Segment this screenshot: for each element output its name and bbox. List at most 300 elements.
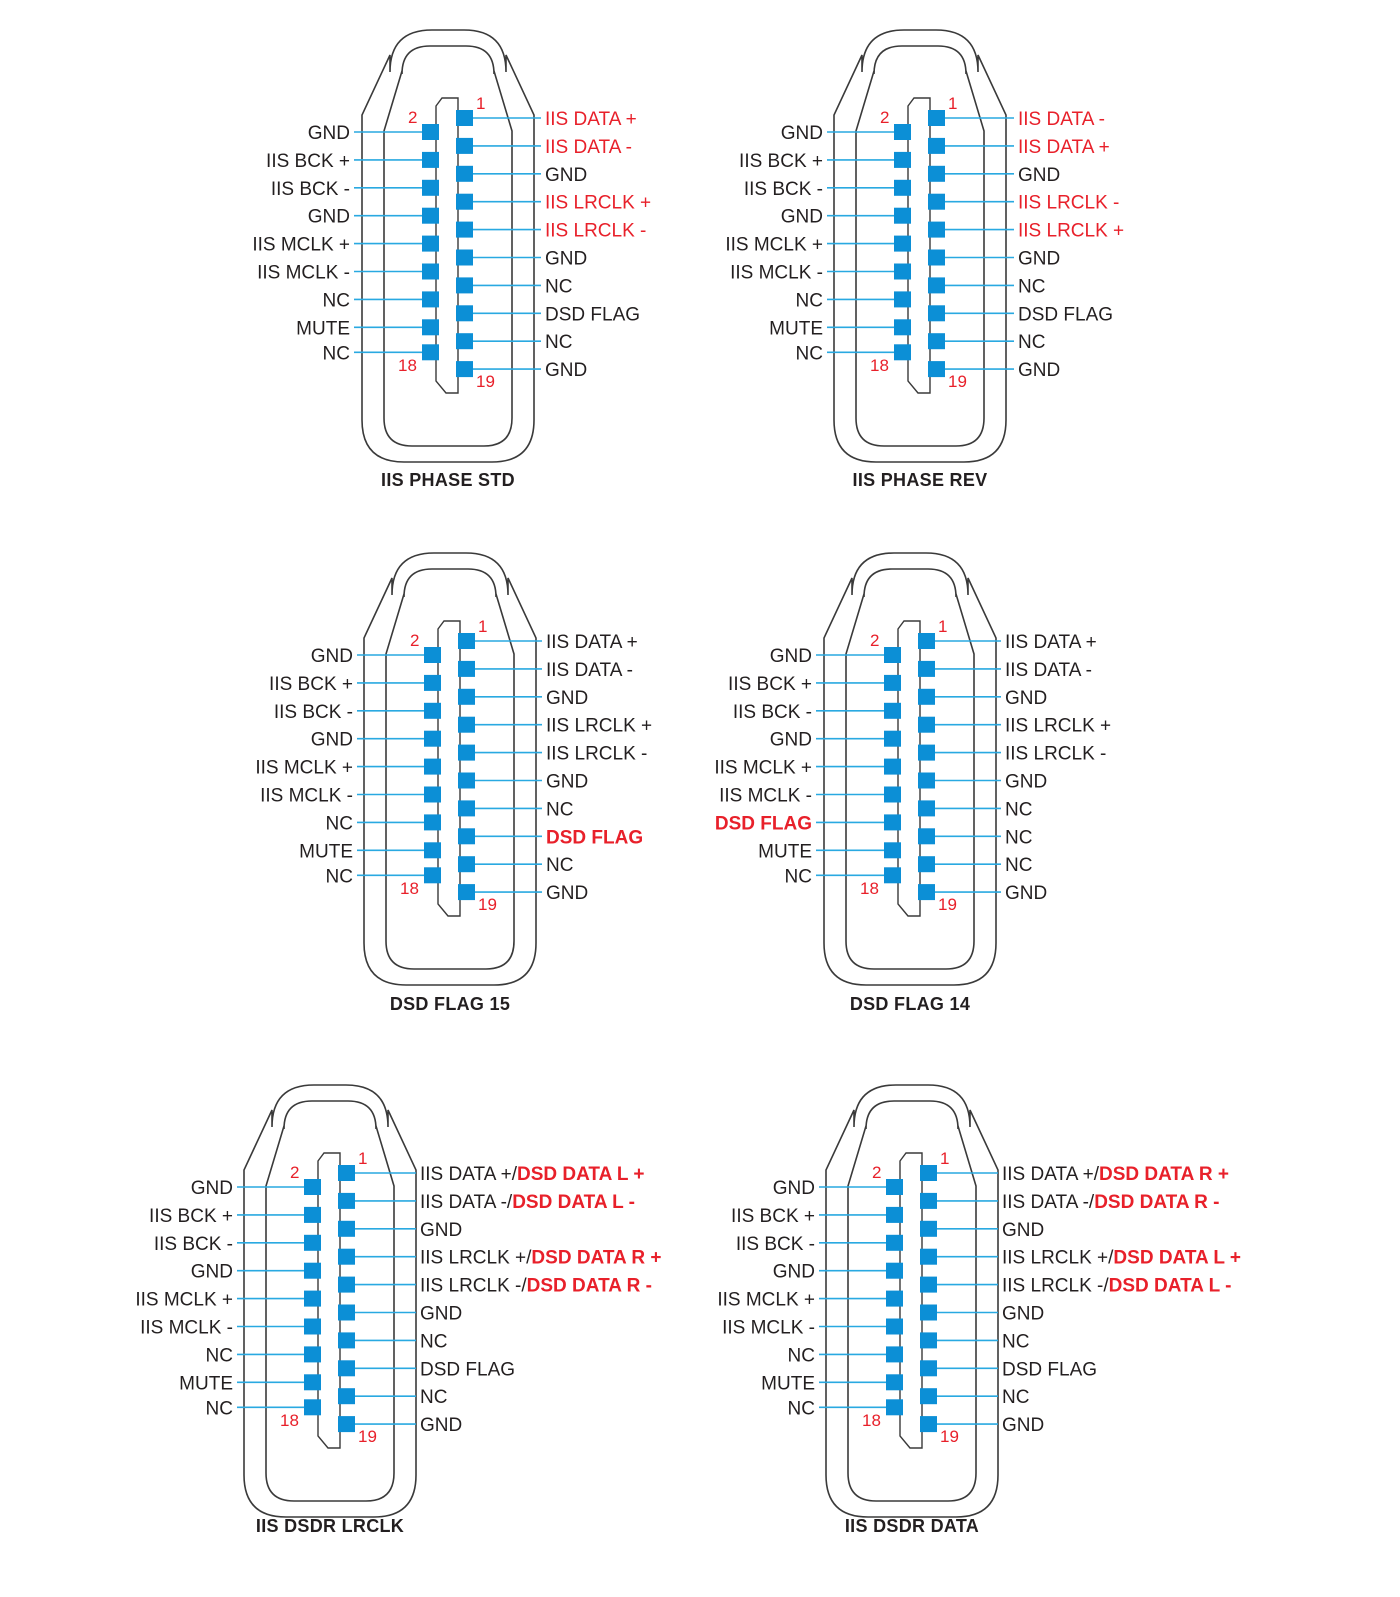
connector-caption: IIS DSDR LRCLK [255,1516,405,1536]
pin-label-odd-segment-0: GND [1002,1415,1045,1437]
pin-label-even-segment-0: GND [772,1261,815,1283]
pin-label-even-segment-0: GND [190,1178,233,1199]
connector-2 [725,30,1124,490]
pin-label-odd [546,883,588,904]
pin-label-even [781,123,823,144]
pin-label-even-segment-0: GND [310,646,353,667]
pin-pad-even [422,291,439,307]
pin-label-even [719,786,812,807]
pin-pad-odd [458,717,475,733]
pin-pad-odd [920,1277,937,1293]
pin-pad-odd [338,1305,355,1321]
pin-pad-odd [456,138,473,154]
pin-pad-odd [456,250,473,266]
pin-pad-odd [456,333,473,349]
pin-pad-even [884,703,901,719]
pin-label-even [715,813,812,834]
pin-pad-odd [456,194,473,210]
pin-pad-even [884,759,901,775]
pin-pad-odd [918,856,935,872]
pin-label-even [266,151,350,172]
pin-pad-even [886,1291,903,1307]
pin-pad-even [422,236,439,252]
pin-pad-odd [928,333,945,349]
pin-label-odd [545,276,572,297]
pin-label-even-segment-0: IIS BCK - [743,178,823,200]
pin-label-odd-segment-0: IIS DATA + [546,632,638,653]
pin-pad-even [884,647,901,663]
pin-pad-odd [338,1221,355,1237]
pin-label-even [274,702,353,723]
pin-label-even-segment-0: IIS BCK + [731,1205,815,1227]
pin-label-odd-segment-0: GND [1005,883,1048,905]
pin-pad-even [894,208,911,224]
connector-caption: DSD FLAG 14 [849,994,971,1014]
pin-label-even-segment-0: IIS MCLK - [730,262,823,284]
pin-label-odd-segment-0: IIS LRCLK - [546,743,648,765]
pin-label-odd [1002,1192,1219,1213]
pin-label-odd [1005,799,1032,820]
pin-pad-even [884,675,901,691]
pin-label-even [271,179,350,200]
pin-number-18: 18 [862,1411,881,1430]
pin-pad-even [894,264,911,280]
pin-label-even [269,674,353,695]
pin-label-odd-segment-0: NC [546,799,574,821]
pin-pad-odd [458,856,475,872]
pin-label-odd-segment-0: DSD FLAG [545,304,641,326]
pin-label-even-segment-0: IIS BCK - [153,1233,233,1255]
pin-label-odd [545,360,587,381]
pin-label-odd-segment-0: NC [546,855,574,877]
pin-label-even-segment-0: IIS BCK - [270,178,350,200]
pin-label-odd [1002,1387,1029,1408]
pin-label-even-segment-0: NC [787,1345,815,1367]
pin-label-odd [1005,632,1097,653]
pin-label-even [149,1206,233,1227]
pin-pad-odd [458,661,475,677]
pin-label-odd [1002,1220,1044,1241]
pin-pad-even [424,675,441,691]
pin-pad-even [304,1399,321,1415]
pin-pad-even [424,647,441,663]
pin-pad-odd [918,773,935,789]
pin-pad-odd [338,1416,355,1432]
pin-label-even-segment-0: MUTE [769,318,823,340]
pin-label-odd [1005,827,1032,848]
pin-pad-even [894,344,911,360]
pin-label-odd-segment-0: DSD FLAG [1018,304,1114,326]
pin-label-even [252,235,350,256]
pin-pad-odd [338,1360,355,1376]
pin-label-odd-segment-0: IIS DATA - [545,136,632,158]
pin-label-even-segment-0: IIS BCK + [728,673,812,695]
pin-pad-odd [928,222,945,238]
pin-label-even [323,343,350,364]
pin-number-1: 1 [948,94,958,113]
pin-label-odd [420,1192,635,1213]
pin-label-even [744,179,823,200]
pin-label-odd-segment-0: IIS LRCLK - [1005,743,1107,765]
pin-label-even [154,1234,233,1255]
pin-label-even [770,646,812,667]
pin-label-odd-segment-1: DSD DATA R - [526,1275,652,1297]
pin-pad-even [884,787,901,803]
pin-pad-odd [918,745,935,761]
pin-label-even-segment-0: MUTE [179,1373,233,1395]
pin-pad-even [894,291,911,307]
pin-label-even [796,290,823,311]
pin-pad-even [422,264,439,280]
pin-pad-odd [458,633,475,649]
pin-number-1: 1 [358,1149,368,1168]
pin-pad-even [886,1399,903,1415]
pin-pad-odd [338,1165,355,1181]
pin-label-odd-segment-0: GND [1018,360,1061,382]
center-slot [436,98,458,393]
pin-label-even [191,1178,233,1199]
pin-label-odd-segment-0: NC [1005,799,1033,821]
pin-label-even [326,813,353,834]
pin-label-odd-segment-0: IIS DATA + [545,109,637,130]
pin-label-even-segment-0: IIS MCLK - [257,262,350,284]
pin-number-18: 18 [280,1411,299,1430]
pin-number-19: 19 [476,372,495,391]
pin-label-odd [420,1387,447,1408]
pin-label-even-segment-0: IIS BCK + [269,673,353,695]
pin-label-even-segment-0: DSD FLAG [714,813,812,835]
pin-label-odd [1018,304,1113,325]
pin-label-even [326,866,353,887]
pin-pad-odd [456,222,473,238]
pin-label-even-segment-0: MUTE [761,1373,815,1395]
connector-4 [714,553,1111,1014]
pin-label-even-segment-0: NC [325,866,353,888]
pin-label-odd-segment-0: NC [545,332,573,354]
pin-number-18: 18 [398,356,417,375]
connector-6 [717,1085,1241,1536]
pin-label-even [206,1398,233,1419]
pin-label-even-segment-0: NC [795,290,823,312]
pin-pad-even [422,180,439,196]
pin-pad-even [894,124,911,140]
pin-label-odd-segment-0: NC [1002,1387,1030,1409]
pin-label-odd-segment-0: NC [1005,827,1033,849]
connector-1 [252,30,651,490]
pin-label-even-segment-0: IIS MCLK + [714,757,812,779]
pin-label-odd [1018,165,1060,186]
pin-label-odd [420,1415,462,1436]
pin-label-even [257,263,350,284]
pin-number-19: 19 [938,895,957,914]
pin-pad-even [424,814,441,830]
pin-pad-odd [456,166,473,182]
pin-label-odd [545,221,646,242]
pin-label-odd-segment-1: DSD DATA R + [531,1247,662,1269]
pin-pad-odd [920,1388,937,1404]
pin-label-even [308,207,350,228]
pin-pad-even [424,787,441,803]
pin-number-18: 18 [400,879,419,898]
pin-label-odd [1018,276,1045,297]
pin-label-odd-segment-1: DSD DATA L - [512,1191,635,1213]
pin-pad-odd [458,773,475,789]
pin-label-odd-segment-0: IIS DATA - [546,659,633,681]
pin-label-odd-segment-0: IIS DATA +/ [420,1164,517,1185]
pin-label-odd [546,632,638,653]
pin-label-odd [1002,1304,1044,1325]
pin-label-even [725,235,823,256]
pin-label-odd [546,744,647,765]
pin-label-odd [1002,1331,1029,1352]
pin-pad-even [884,867,901,883]
pin-label-odd [1005,855,1032,876]
pin-label-even [311,646,353,667]
pin-pad-even [894,180,911,196]
pin-label-even [728,674,812,695]
pin-label-odd [1018,109,1105,130]
pin-label-even-segment-0: NC [322,290,350,312]
pin-label-even-segment-0: IIS BCK - [273,701,353,723]
pin-label-odd [546,855,573,876]
pin-label-even-segment-0: IIS BCK - [735,1233,815,1255]
pin-label-even [179,1373,233,1394]
pin-label-even-segment-0: IIS MCLK - [719,785,812,807]
pin-label-odd-segment-0: NC [420,1331,448,1353]
pin-pad-odd [918,828,935,844]
pin-label-even [730,263,823,284]
pin-pad-odd [920,1249,937,1265]
pin-label-odd [1018,332,1045,353]
pin-label-odd-segment-0: IIS DATA + [1018,136,1110,158]
pin-label-even-segment-0: GND [190,1261,233,1283]
pin-label-odd-segment-0: IIS LRCLK - [1018,192,1120,214]
pin-pad-even [424,867,441,883]
pin-label-odd-segment-0: IIS DATA + [1005,632,1097,653]
pin-label-odd-segment-0: IIS LRCLK -/ [420,1275,527,1297]
pin-label-odd [1005,688,1047,709]
pin-pad-even [422,124,439,140]
pin-pad-even [422,344,439,360]
pin-label-even [770,730,812,751]
pin-label-even [761,1373,815,1394]
connector-caption: IIS DSDR DATA [844,1516,980,1536]
pin-label-even [781,207,823,228]
pin-label-even-segment-0: MUTE [299,841,353,863]
pin-pad-even [884,814,901,830]
pin-number-2: 2 [410,631,420,650]
pin-label-even [135,1290,233,1311]
pin-label-even [773,1262,815,1283]
pin-label-even [191,1262,233,1283]
pin-pad-even [886,1263,903,1279]
pin-label-even [311,730,353,751]
pin-label-even [736,1234,815,1255]
pin-label-odd-segment-0: GND [420,1303,463,1325]
pin-pad-even [424,731,441,747]
pin-label-odd [1005,716,1111,737]
pin-pad-odd [458,884,475,900]
pin-label-even-segment-0: GND [307,206,350,228]
pin-label-even-segment-0: IIS MCLK - [260,785,353,807]
pin-number-18: 18 [860,879,879,898]
pin-label-even-segment-0: NC [205,1398,233,1420]
pin-label-odd [420,1359,515,1380]
pin-pad-even [884,842,901,858]
pin-label-even-segment-0: GND [307,123,350,144]
pin-pad-even [894,236,911,252]
pin-label-even [722,1318,815,1339]
pin-number-19: 19 [948,372,967,391]
pin-label-odd-segment-0: NC [1018,276,1046,298]
pin-label-odd-segment-0: IIS LRCLK + [1018,220,1125,242]
pin-label-odd [1002,1248,1241,1269]
pin-label-odd-segment-1: DSD DATA L + [1113,1247,1241,1269]
pin-pad-odd [928,361,945,377]
pin-label-odd-segment-0: IIS LRCLK + [1005,715,1112,737]
pin-label-odd-segment-0: IIS LRCLK +/ [420,1247,532,1269]
pin-label-odd-segment-0: IIS DATA -/ [1002,1191,1095,1213]
pin-pad-odd [918,661,935,677]
pin-pad-odd [918,884,935,900]
pin-pad-even [304,1179,321,1195]
pin-pad-odd [920,1165,937,1181]
pin-label-odd [545,249,587,270]
pin-label-odd [545,165,587,186]
pin-label-even-segment-0: IIS MCLK + [255,757,353,779]
pin-label-odd [420,1331,447,1352]
pin-label-even-segment-0: NC [325,813,353,835]
pin-pad-even [304,1346,321,1362]
pin-label-even-segment-0: NC [784,866,812,888]
pin-label-odd-segment-0: DSD FLAG [420,1359,516,1381]
pin-pad-odd [928,250,945,266]
pin-label-odd [420,1164,645,1185]
pin-label-even [773,1178,815,1199]
pin-label-odd-segment-0: GND [1005,687,1048,709]
pin-pad-even [304,1207,321,1223]
pin-label-odd-segment-0: IIS DATA -/ [420,1191,513,1213]
pin-label-odd-segment-0: GND [1002,1219,1045,1241]
pin-label-odd [546,827,643,848]
center-slot [900,1153,922,1448]
pin-label-odd [1002,1276,1231,1297]
pin-label-odd [420,1220,462,1241]
pin-label-even [323,290,350,311]
pin-label-odd [420,1304,462,1325]
pin-label-odd [545,332,572,353]
pin-label-odd [1005,660,1092,681]
pin-pad-even [422,208,439,224]
pin-label-odd-segment-0: GND [546,883,589,905]
pin-label-odd [420,1248,661,1269]
pin-number-18: 18 [870,356,889,375]
pin-pad-odd [928,277,945,293]
pin-pad-even [424,759,441,775]
pin-pad-even [422,152,439,168]
pin-label-even-segment-0: IIS MCLK + [717,1289,815,1311]
pin-label-odd-segment-0: GND [1002,1303,1045,1325]
pin-pad-odd [928,305,945,321]
pin-label-odd [1005,744,1106,765]
pin-pad-odd [920,1221,937,1237]
pin-label-even-segment-0: GND [780,206,823,228]
pin-label-odd-segment-0: NC [420,1387,448,1409]
connector-3 [255,553,652,1014]
pin-label-even-segment-0: NC [787,1398,815,1420]
pin-label-even-segment-0: GND [772,1178,815,1199]
pin-number-19: 19 [478,895,497,914]
pin-label-odd-segment-0: GND [1005,771,1048,793]
pin-label-odd-segment-0: NC [1002,1331,1030,1353]
pin-pad-even [304,1291,321,1307]
pin-label-even-segment-0: GND [769,729,812,751]
pin-label-odd-segment-1: DSD DATA L - [1108,1275,1232,1297]
pin-label-even-segment-0: IIS MCLK - [140,1317,233,1339]
pin-label-odd-segment-0: NC [1018,332,1046,354]
center-slot [318,1153,340,1448]
pin-label-odd-segment-0: IIS LRCLK - [545,220,647,242]
pin-label-odd [546,772,588,793]
pin-label-odd-segment-0: IIS DATA - [1018,109,1105,130]
pin-label-odd-segment-0: GND [1018,248,1061,270]
pin-number-1: 1 [478,617,488,636]
pin-label-even [299,841,353,862]
pin-pad-odd [458,828,475,844]
pin-pad-even [424,842,441,858]
pin-label-even [733,702,812,723]
pin-label-odd-segment-0: NC [1005,855,1033,877]
pin-number-2: 2 [870,631,880,650]
pin-pad-odd [456,277,473,293]
pin-label-odd-segment-0: GND [546,771,589,793]
pin-label-odd-segment-1: DSD DATA R - [1094,1191,1220,1213]
pin-label-odd [1005,883,1047,904]
pin-label-odd [546,716,652,737]
pin-pad-odd [920,1305,937,1321]
pin-pad-odd [456,110,473,126]
pin-pad-odd [920,1360,937,1376]
pin-label-odd [546,799,573,820]
pin-label-even [206,1345,233,1366]
pin-label-even-segment-0: GND [769,646,812,667]
connector-caption: IIS PHASE STD [381,470,515,490]
pin-label-odd-segment-0: DSD FLAG [1002,1359,1098,1381]
pin-label-odd-segment-0: NC [545,276,573,298]
pin-number-2: 2 [290,1163,300,1182]
pin-label-odd-segment-0: GND [420,1415,463,1437]
pin-pad-odd [458,800,475,816]
pin-pad-odd [918,689,935,705]
pin-label-even-segment-0: GND [310,729,353,751]
pin-pad-odd [338,1388,355,1404]
pin-label-even-segment-0: IIS BCK - [732,701,812,723]
pin-label-even [739,151,823,172]
pin-label-even [260,786,353,807]
pin-pad-even [304,1263,321,1279]
pin-pad-odd [920,1416,937,1432]
pin-label-even-segment-0: IIS BCK + [739,150,823,172]
pin-pad-even [886,1235,903,1251]
pin-pad-odd [928,110,945,126]
pin-label-even [769,318,823,339]
pin-label-odd [546,688,588,709]
pin-label-odd [546,660,633,681]
pin-pad-even [304,1374,321,1390]
pin-pad-odd [338,1193,355,1209]
connector-5 [135,1085,661,1536]
pin-label-odd [1018,193,1119,214]
